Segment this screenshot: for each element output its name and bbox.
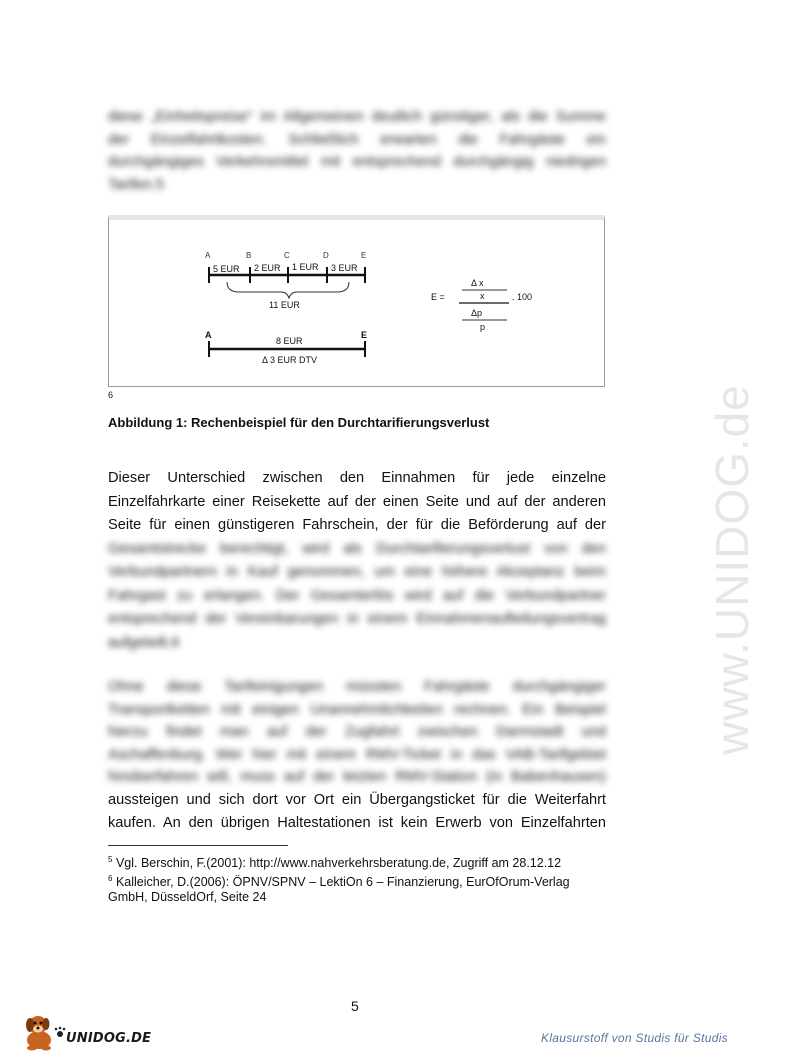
footnote-text: Vgl. Berschin, F.(2001): http://www.nahverkehrsberatung.de, Zugriff am 28.12.12 <box>115 856 562 871</box>
through-end-label: E <box>361 330 368 340</box>
through-start-label: A <box>205 330 212 340</box>
figure-diagram <box>109 220 606 387</box>
text-line: Einzelfahrkarte einer Reisekette auf der einen Seite und auf der anderen <box>108 493 606 510</box>
text-line: kaufen. An den übrigen Haltestationen ist kein Erwerb von Einzelfahrten <box>108 814 606 831</box>
text-line: Aschaffenburg. Wer hier mit einem RMV-Ticket in das VAB-Tarifgebiet <box>108 746 606 763</box>
paw-icon <box>55 1027 66 1037</box>
segment-label: 5 EUR <box>213 264 240 274</box>
through-price-label: 8 EUR <box>276 336 303 346</box>
segment-label: 2 EUR <box>254 263 281 273</box>
watermark <box>640 250 800 770</box>
text-line: Verbundpartnern in Kauf genommen, um eine höhere Akzeptanz beim <box>108 564 606 580</box>
footnotes <box>108 852 598 905</box>
text-line: aufgeteilt.6 <box>108 634 180 651</box>
footnote <box>108 871 598 905</box>
text-line: entsprechend der Vereinbarungen in einem Einnahmenaufteilungsvertrag <box>108 611 606 627</box>
third-paragraph <box>108 676 606 834</box>
footnote-separator <box>108 845 288 846</box>
stop-label-e: E <box>361 251 367 260</box>
page-number: 5 <box>351 998 359 1014</box>
footer-tagline: Klausurstoff von Studis für Studis <box>541 1031 728 1045</box>
unidog-logo <box>22 1010 162 1052</box>
formula-den-top: Δp <box>471 308 483 318</box>
text-line: hinüberfahren will, muss auf der letzten RMV-Station (in Babenhausen) <box>108 769 606 786</box>
watermark-text: www.UNIDOG.de <box>706 384 758 755</box>
text-line: Tarifen.5 <box>108 176 164 193</box>
text-line: Seite für einen günstigeren Fahrschein, der für die Beförderung auf der <box>108 517 606 533</box>
sum-brace <box>227 282 349 298</box>
segment-label: 1 EUR <box>292 262 319 272</box>
formula-den-bottom: p <box>480 322 486 332</box>
formula-num-top: Δ x <box>471 278 484 288</box>
sum-label: 11 EUR <box>269 300 300 310</box>
formula-lhs: E = <box>431 292 445 302</box>
text-line: hierzu findet man auf der Zugfahrt zwischen Darmstadt und <box>108 724 606 741</box>
text-line: Gesamtstrecke berechtigt, wird als Durchtarifierungsverlust von den <box>108 540 606 557</box>
footnote <box>108 852 598 871</box>
top-paragraph <box>108 106 606 196</box>
dog-mascot-icon <box>26 1016 51 1051</box>
stop-label-c: C <box>284 251 290 260</box>
text-line: diese „Einheitspreise“ im Allgemeinen deutlich günstiger, als die Summe <box>108 109 606 125</box>
stop-label-a: A <box>205 251 211 260</box>
logo-text: UNIDOG.DE <box>66 1031 152 1046</box>
stop-label-b: B <box>246 251 252 260</box>
figure-box <box>108 215 605 387</box>
text-line: Fahrgast zu erlangen. Der Gesamterlös wird auf die Verbundpartner <box>108 587 606 604</box>
text-line: aussteigen und sich dort vor Ort ein Übergangsticket für die Weiterfahrt <box>108 791 606 808</box>
text-line: durchgängiges Verkehrsmittel mit entsprechend durchgängig niedrigen <box>108 154 606 171</box>
text-line: Dieser Unterschied zwischen den Einnahmen für jede einzelne <box>108 470 606 486</box>
figure-footnote-ref: 6 <box>108 390 114 400</box>
footnote-number: 5 <box>108 855 113 864</box>
formula-factor: . 100 <box>512 292 533 302</box>
loss-label: Δ 3 EUR DTV <box>262 355 318 365</box>
figure-caption: Abbildung 1: Rechenbeispiel für den Durchtarifierungsverlust <box>108 415 490 430</box>
text-line: der Einzelfahrtkosten. Schließlich erwarten die Fahrgäste ein <box>108 131 606 148</box>
text-line: Transportketten mit einigen Unannehmlichkeiten rechnen. Ein Beispiel <box>108 701 606 718</box>
footnote-number: 6 <box>108 874 113 884</box>
segment-label: 3 EUR <box>331 263 358 273</box>
formula-num-bottom: x <box>480 291 485 301</box>
main-paragraph <box>108 467 606 655</box>
footnote-text: Kalleicher, D.(2006): ÖPNV/SPNV – LektiOn 6 – Finanzierung, EurOfOrum-Verlag GmbH, DüsseldOrf, Seite 24 <box>108 875 570 905</box>
stop-label-d: D <box>323 251 329 260</box>
text-line: Ohne diese Tarifeinigungen müssten Fahrgäste durchgängiger <box>108 679 606 695</box>
